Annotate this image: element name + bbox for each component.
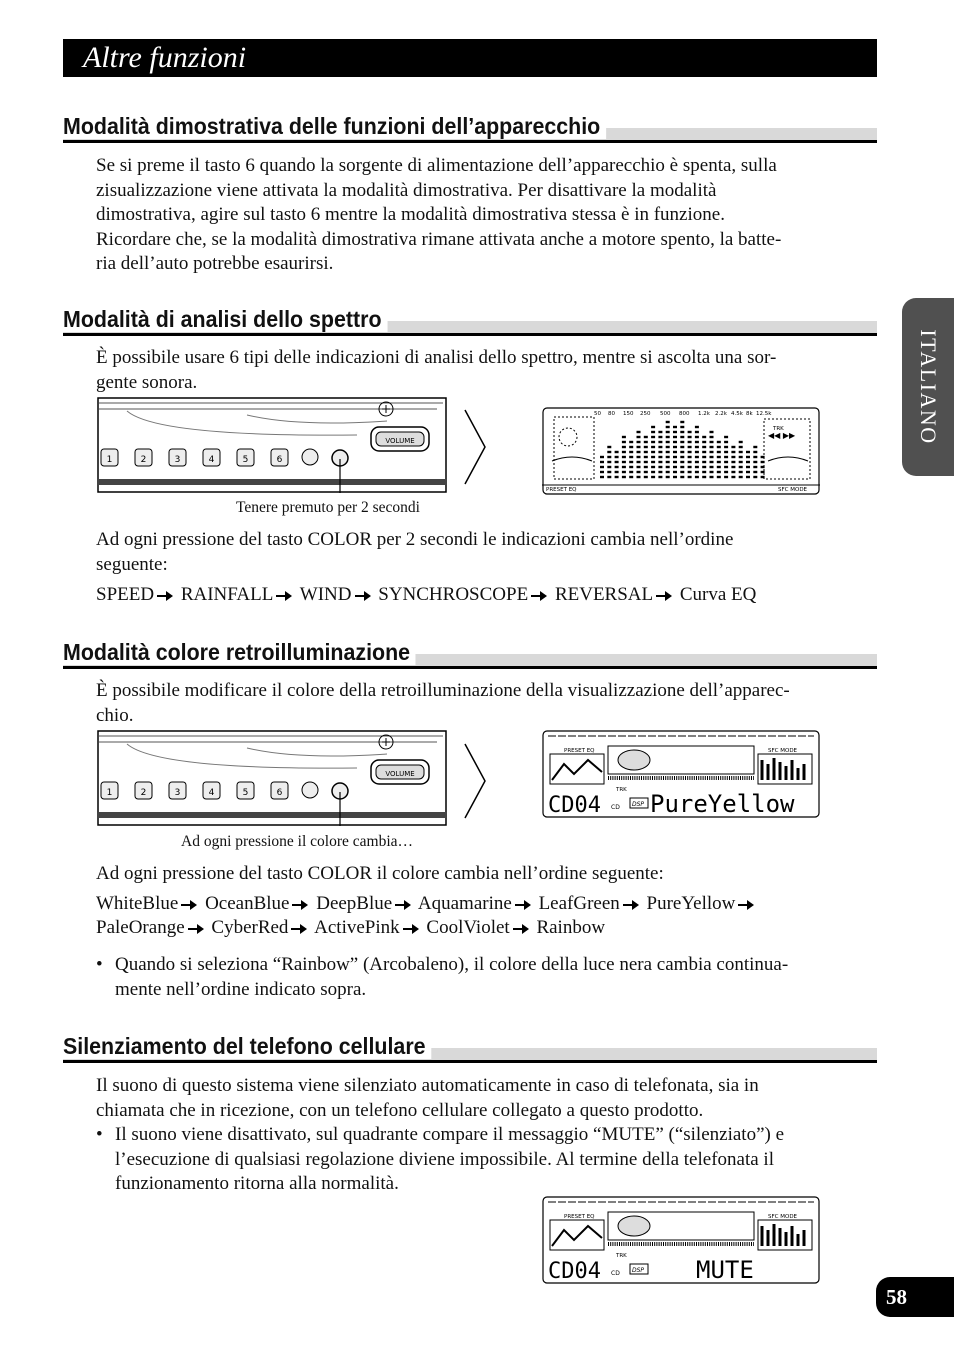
arrow-right-icon [395, 900, 411, 910]
svg-text:DSP: DSP [632, 801, 645, 808]
bullet-mute: • Il suono viene disattivato, sul quadrante compare il messaggio “MUTE” (“silenziato”) e l’esecuzione di qualsiasi regolazione diviene impossibile. Al termine della telefonata il funzionamento ritorna alla normalità. [96, 1124, 785, 1194]
svg-text:TRK: TRK [616, 787, 627, 793]
arrow-right-icon [738, 900, 754, 910]
svg-text:TRK: TRK [773, 426, 784, 432]
preset-button-6: 6 [276, 455, 283, 465]
svg-text:CD: CD [611, 804, 620, 811]
lcd-source: CD04 [548, 793, 601, 818]
svg-text:TRK: TRK [616, 1253, 627, 1259]
spectrum-display-illustration [542, 407, 820, 495]
figure-caption-color: Ad ogni pressione il colore cambia… [181, 833, 414, 850]
section-body-spectrum: È possibile usare 6 tipi delle indicazioni di analisi dello spettro, mentre si ascolta una sor- gente sonora. [96, 347, 777, 393]
svg-text:2: 2 [140, 788, 147, 798]
preset-button-5: 5 [242, 455, 249, 465]
svg-text:DSP: DSP [632, 1267, 645, 1274]
page-number-tab [876, 1277, 954, 1317]
head-unit-illustration-2 [97, 730, 447, 826]
svg-text:12.5k: 12.5k [756, 411, 772, 417]
arrow-right-icon [276, 591, 292, 601]
color-sequence-row-2: PaleOrange CyberRed ActivePink CoolViolet Rainbow [96, 917, 606, 938]
chapter-title: Altre funzioni [83, 41, 247, 74]
arrow-right-icon [403, 924, 419, 934]
lcd-mute-message: MUTE [696, 1256, 754, 1284]
svg-text:6: 6 [276, 788, 283, 798]
section-heading-spectrum: Modalità di analisi dello spettro [63, 307, 877, 336]
svg-text:CD: CD [611, 1270, 620, 1277]
svg-text:1: 1 [106, 788, 113, 798]
arrow-right-icon [291, 924, 307, 934]
arrow-right-icon [188, 924, 204, 934]
svg-text:SFC MODE: SFC MODE [778, 487, 808, 493]
page-number: 58 [886, 1285, 907, 1309]
section-body-demo: Se si preme il tasto 6 quando la sorgente di alimentazione dell’apparecchio è spenta, sulla zisualizzazione viene attivata la modalità dimostrativa. Per disattivare la modalità dimostrativa, agire sul tasto 6 mentre la modalità dimostrativa stessa è in funzione. Ricordare che, se la modalità dimostrativa rimane attivata anche a motore spento, la batte- ria dell’auto potrebbe esaurirsi. [96, 155, 782, 274]
arrow-right-icon [292, 900, 308, 910]
svg-text:PRESET EQ: PRESET EQ [546, 487, 577, 493]
svg-text:2.2k: 2.2k [715, 411, 727, 417]
language-tab [902, 298, 954, 476]
svg-text:8k: 8k [746, 411, 753, 417]
svg-text:250: 250 [640, 411, 651, 417]
svg-text:4: 4 [208, 788, 215, 798]
svg-text:4.5k: 4.5k [731, 411, 743, 417]
language-tab-label: ITALIANO [916, 329, 941, 445]
svg-text:80: 80 [608, 411, 615, 417]
svg-text:5: 5 [242, 788, 249, 798]
arrow-right-icon [515, 900, 531, 910]
chevron-right-icon [463, 742, 487, 820]
color-sequence-row-1: WhiteBlue OceanBlue DeepBlue Aquamarine LeafGreen PureYellow [96, 892, 856, 917]
section-heading-demo: Modalità dimostrativa delle funzioni dell’apparecchio [63, 114, 877, 143]
svg-text:CD04: CD04 [548, 1259, 601, 1284]
arrow-right-icon [157, 591, 173, 601]
section-body-phone-mute: Il suono di questo sistema viene silenziato automaticamente in caso di telefonata, sia in chiamata che in ricezione, con un telefono cellulare collegato a questo prodotto. [96, 1075, 759, 1121]
chapter-title-bar [63, 39, 877, 77]
arrow-right-icon [531, 591, 547, 601]
chevron-right-icon [463, 408, 487, 486]
svg-text:3: 3 [174, 788, 181, 798]
mute-display-illustration [542, 1196, 820, 1284]
preset-button-1: 1 [106, 455, 113, 465]
svg-text:VOLUME: VOLUME [385, 770, 415, 778]
svg-text:150: 150 [623, 411, 634, 417]
svg-text:800: 800 [679, 411, 690, 417]
figure-caption-hold: Tenere premuto per 2 secondi [236, 499, 420, 516]
color-display-illustration [542, 730, 820, 818]
section-heading-backlight: Modalità colore retroilluminazione [63, 640, 877, 669]
arrow-right-icon [656, 591, 672, 601]
svg-text:PRESET EQ: PRESET EQ [564, 748, 595, 754]
bullet-rainbow: • Quando si seleziona “Rainbow” (Arcobaleno), il colore della luce nera cambia continua- mente nell’ordine indicato sopra. [96, 954, 789, 1000]
spectrum-mode-sequence: SPEED RAINFALL WIND SYNCHROSCOPE REVERSAL Curva EQ [96, 584, 757, 605]
section-body-backlight: È possibile modificare il colore della retroilluminazione della visualizzazione dell’apparec- chio. [96, 680, 790, 726]
svg-text:PRESET EQ: PRESET EQ [564, 1214, 595, 1220]
arrow-right-icon [181, 900, 197, 910]
lcd-message: PureYellow [650, 790, 795, 818]
arrow-right-icon [355, 591, 371, 601]
svg-text:SFC MODE: SFC MODE [768, 1214, 798, 1220]
svg-text:1.2k: 1.2k [698, 411, 710, 417]
svg-text:SFC MODE: SFC MODE [768, 748, 798, 754]
arrow-right-icon [623, 900, 639, 910]
preset-button-4: 4 [208, 455, 215, 465]
section-note-spectrum: Ad ogni pressione del tasto COLOR per 2 secondi le indicazioni cambia nell’ordine seguente: [96, 529, 734, 575]
section-note-backlight: Ad ogni pressione del tasto COLOR il colore cambia nell’ordine seguente: [96, 863, 664, 884]
preset-button-3: 3 [174, 455, 181, 465]
section-heading-phone-mute: Silenziamento del telefono cellulare [63, 1034, 877, 1063]
preset-button-2: 2 [140, 455, 147, 465]
head-unit-illustration [97, 397, 447, 493]
volume-label: VOLUME [385, 437, 415, 445]
svg-text:◀◀ ▶▶: ◀◀ ▶▶ [768, 431, 796, 440]
arrow-right-icon [513, 924, 529, 934]
svg-text:500: 500 [660, 411, 671, 417]
svg-text:50: 50 [594, 411, 601, 417]
